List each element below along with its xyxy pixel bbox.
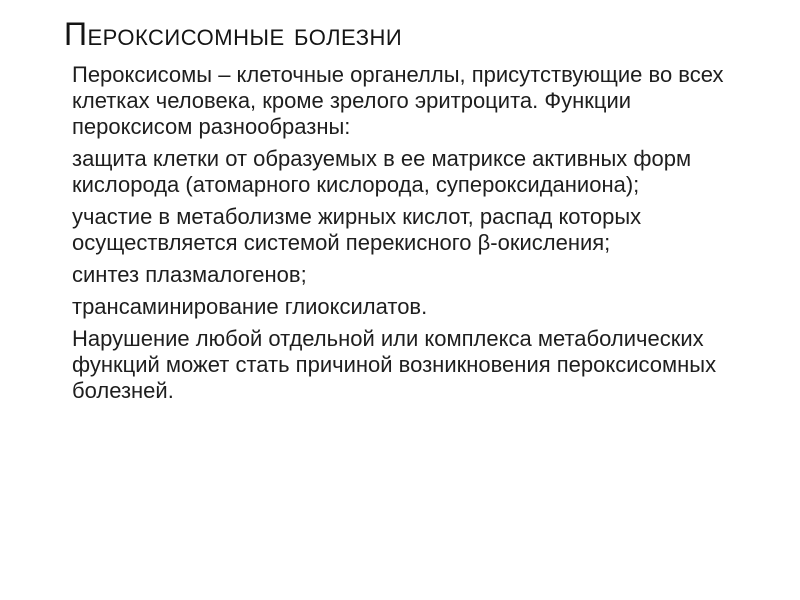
slide-body <box>72 62 752 410</box>
paragraph-function-transamination: трансаминирование глиоксилатов. <box>72 294 428 319</box>
paragraph-function-protection: защита клетки от образуемых в ее матриксе активных форм кислорода (атомарного кислорода, супероксиданиона); <box>72 146 692 197</box>
paragraph-function-plasmalogens: синтез плазмалогенов; <box>72 262 307 287</box>
paragraph-conclusion: Нарушение любой отдельной или комплекса метаболических функций может стать причиной возникновения пероксисомных болезней. <box>72 326 717 403</box>
paragraph-function-fatty-acids: участие в метаболизме жирных кислот, распад которых осуществляется системой перекисного β-окисления; <box>72 204 642 255</box>
paragraph-intro: Пероксисомы – клеточные органеллы, присутствующие во всех клетках человека, кроме зрелого эритроцита. Функции пероксисом разнообразны: <box>72 62 724 139</box>
slide-title: Пероксисомные болезни <box>64 16 403 52</box>
